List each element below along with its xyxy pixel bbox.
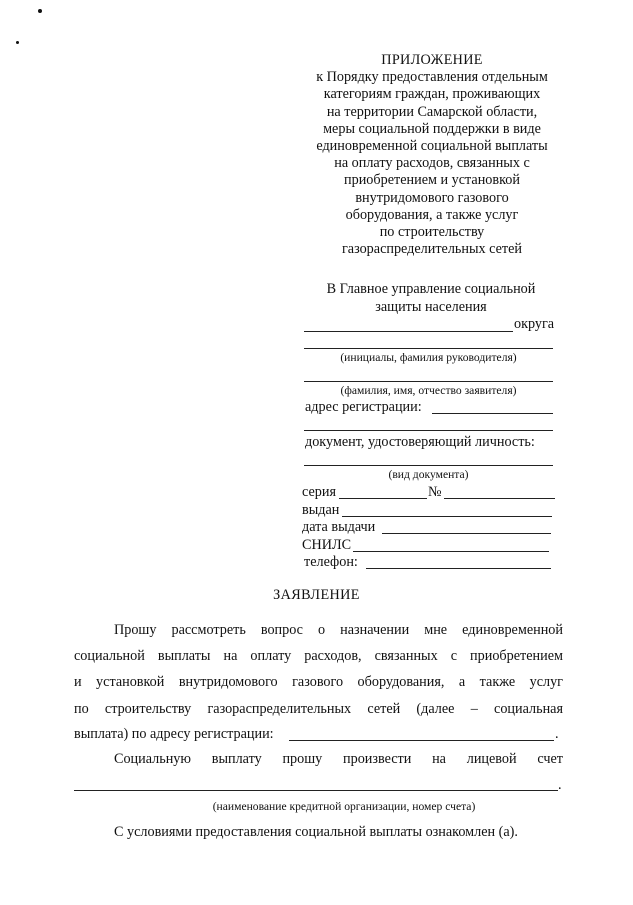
addressee-line: В Главное управление социальной [326, 281, 536, 297]
issue-date-field[interactable] [382, 533, 551, 534]
statement-line: по строительству газораспределительных сетей (далее – социальная [74, 700, 563, 717]
appendix-line: приобретением и установкой [344, 172, 520, 189]
okrug-label: округа [514, 316, 555, 332]
appendix-line: к Порядку предоставления отдельным [316, 69, 548, 86]
appendix-heading: ПРИЛОЖЕНИЕ [381, 52, 483, 68]
applicant-name-caption: (фамилия, имя, отчество заявителя) [340, 384, 517, 397]
scan-speck [16, 41, 19, 44]
appendix-header [296, 52, 568, 258]
statement-line: и установкой внутридомового газового оборудования, а также услуг [74, 674, 563, 691]
appendix-line: внутридомового газового [355, 189, 509, 206]
statement-title: ЗАЯВЛЕНИЕ [273, 587, 360, 603]
payment-paragraph [74, 746, 563, 772]
series-field[interactable] [339, 498, 427, 499]
head-name-caption: (инициалы, фамилия руководителя) [340, 351, 517, 364]
number-label: № [428, 484, 442, 500]
document-type-caption: (вид документа) [388, 468, 469, 481]
addressee-block [296, 281, 566, 316]
acknowledgement-text: С условиями предоставления социальной выплаты ознакомлен (а). [114, 824, 518, 840]
head-name-field[interactable] [304, 348, 553, 349]
document-type-field[interactable] [304, 465, 553, 466]
appendix-line: на оплату расходов, связанных с [334, 155, 530, 172]
appendix-line: на территории Самарской области, [326, 103, 538, 120]
address-label: адрес регистрации: [305, 399, 422, 415]
applicant-name-field[interactable] [304, 381, 553, 382]
address-field[interactable] [432, 413, 553, 414]
issue-date-label: дата выдачи [302, 519, 376, 535]
scan-speck [38, 9, 42, 13]
appendix-line: категориям граждан, проживающих [323, 86, 541, 103]
bank-account-field[interactable] [74, 790, 558, 791]
payment-line: Социальную выплату прошу произвести на лицевой счет [114, 751, 563, 767]
period: . [558, 777, 562, 793]
phone-label: телефон: [304, 554, 358, 570]
address-field-continuation[interactable] [304, 430, 553, 431]
appendix-line: меры социальной поддержки в виде [323, 120, 541, 137]
snils-label: СНИЛС [302, 537, 352, 553]
snils-field[interactable] [353, 551, 549, 552]
document-label: документ, удостоверяющий личность: [305, 434, 535, 450]
registration-address-field[interactable] [289, 740, 554, 741]
okrug-field[interactable] [304, 331, 513, 332]
addressee-line: защиты населения [375, 298, 487, 315]
statement-paragraph [74, 617, 563, 722]
appendix-line: единовременной социальной выплаты [316, 138, 548, 155]
period: . [555, 726, 559, 742]
statement-last-line: выплата) по адресу регистрации: [74, 726, 274, 742]
appendix-line: газораспределительных сетей [341, 241, 523, 258]
appendix-line: по строительству [379, 224, 485, 241]
phone-field[interactable] [366, 568, 551, 569]
appendix-line: оборудования, а также услуг [345, 206, 519, 223]
statement-line: Прошу рассмотреть вопрос о назначении мне единовременной [114, 622, 563, 638]
number-field[interactable] [444, 498, 555, 499]
bank-account-caption: (наименование кредитной организации, номер счета) [212, 800, 476, 813]
issued-field[interactable] [342, 516, 552, 517]
statement-line: социальной выплаты на оплату расходов, связанных с приобретением [74, 648, 563, 665]
issued-label: выдан [302, 502, 340, 518]
series-label: серия [302, 484, 336, 500]
